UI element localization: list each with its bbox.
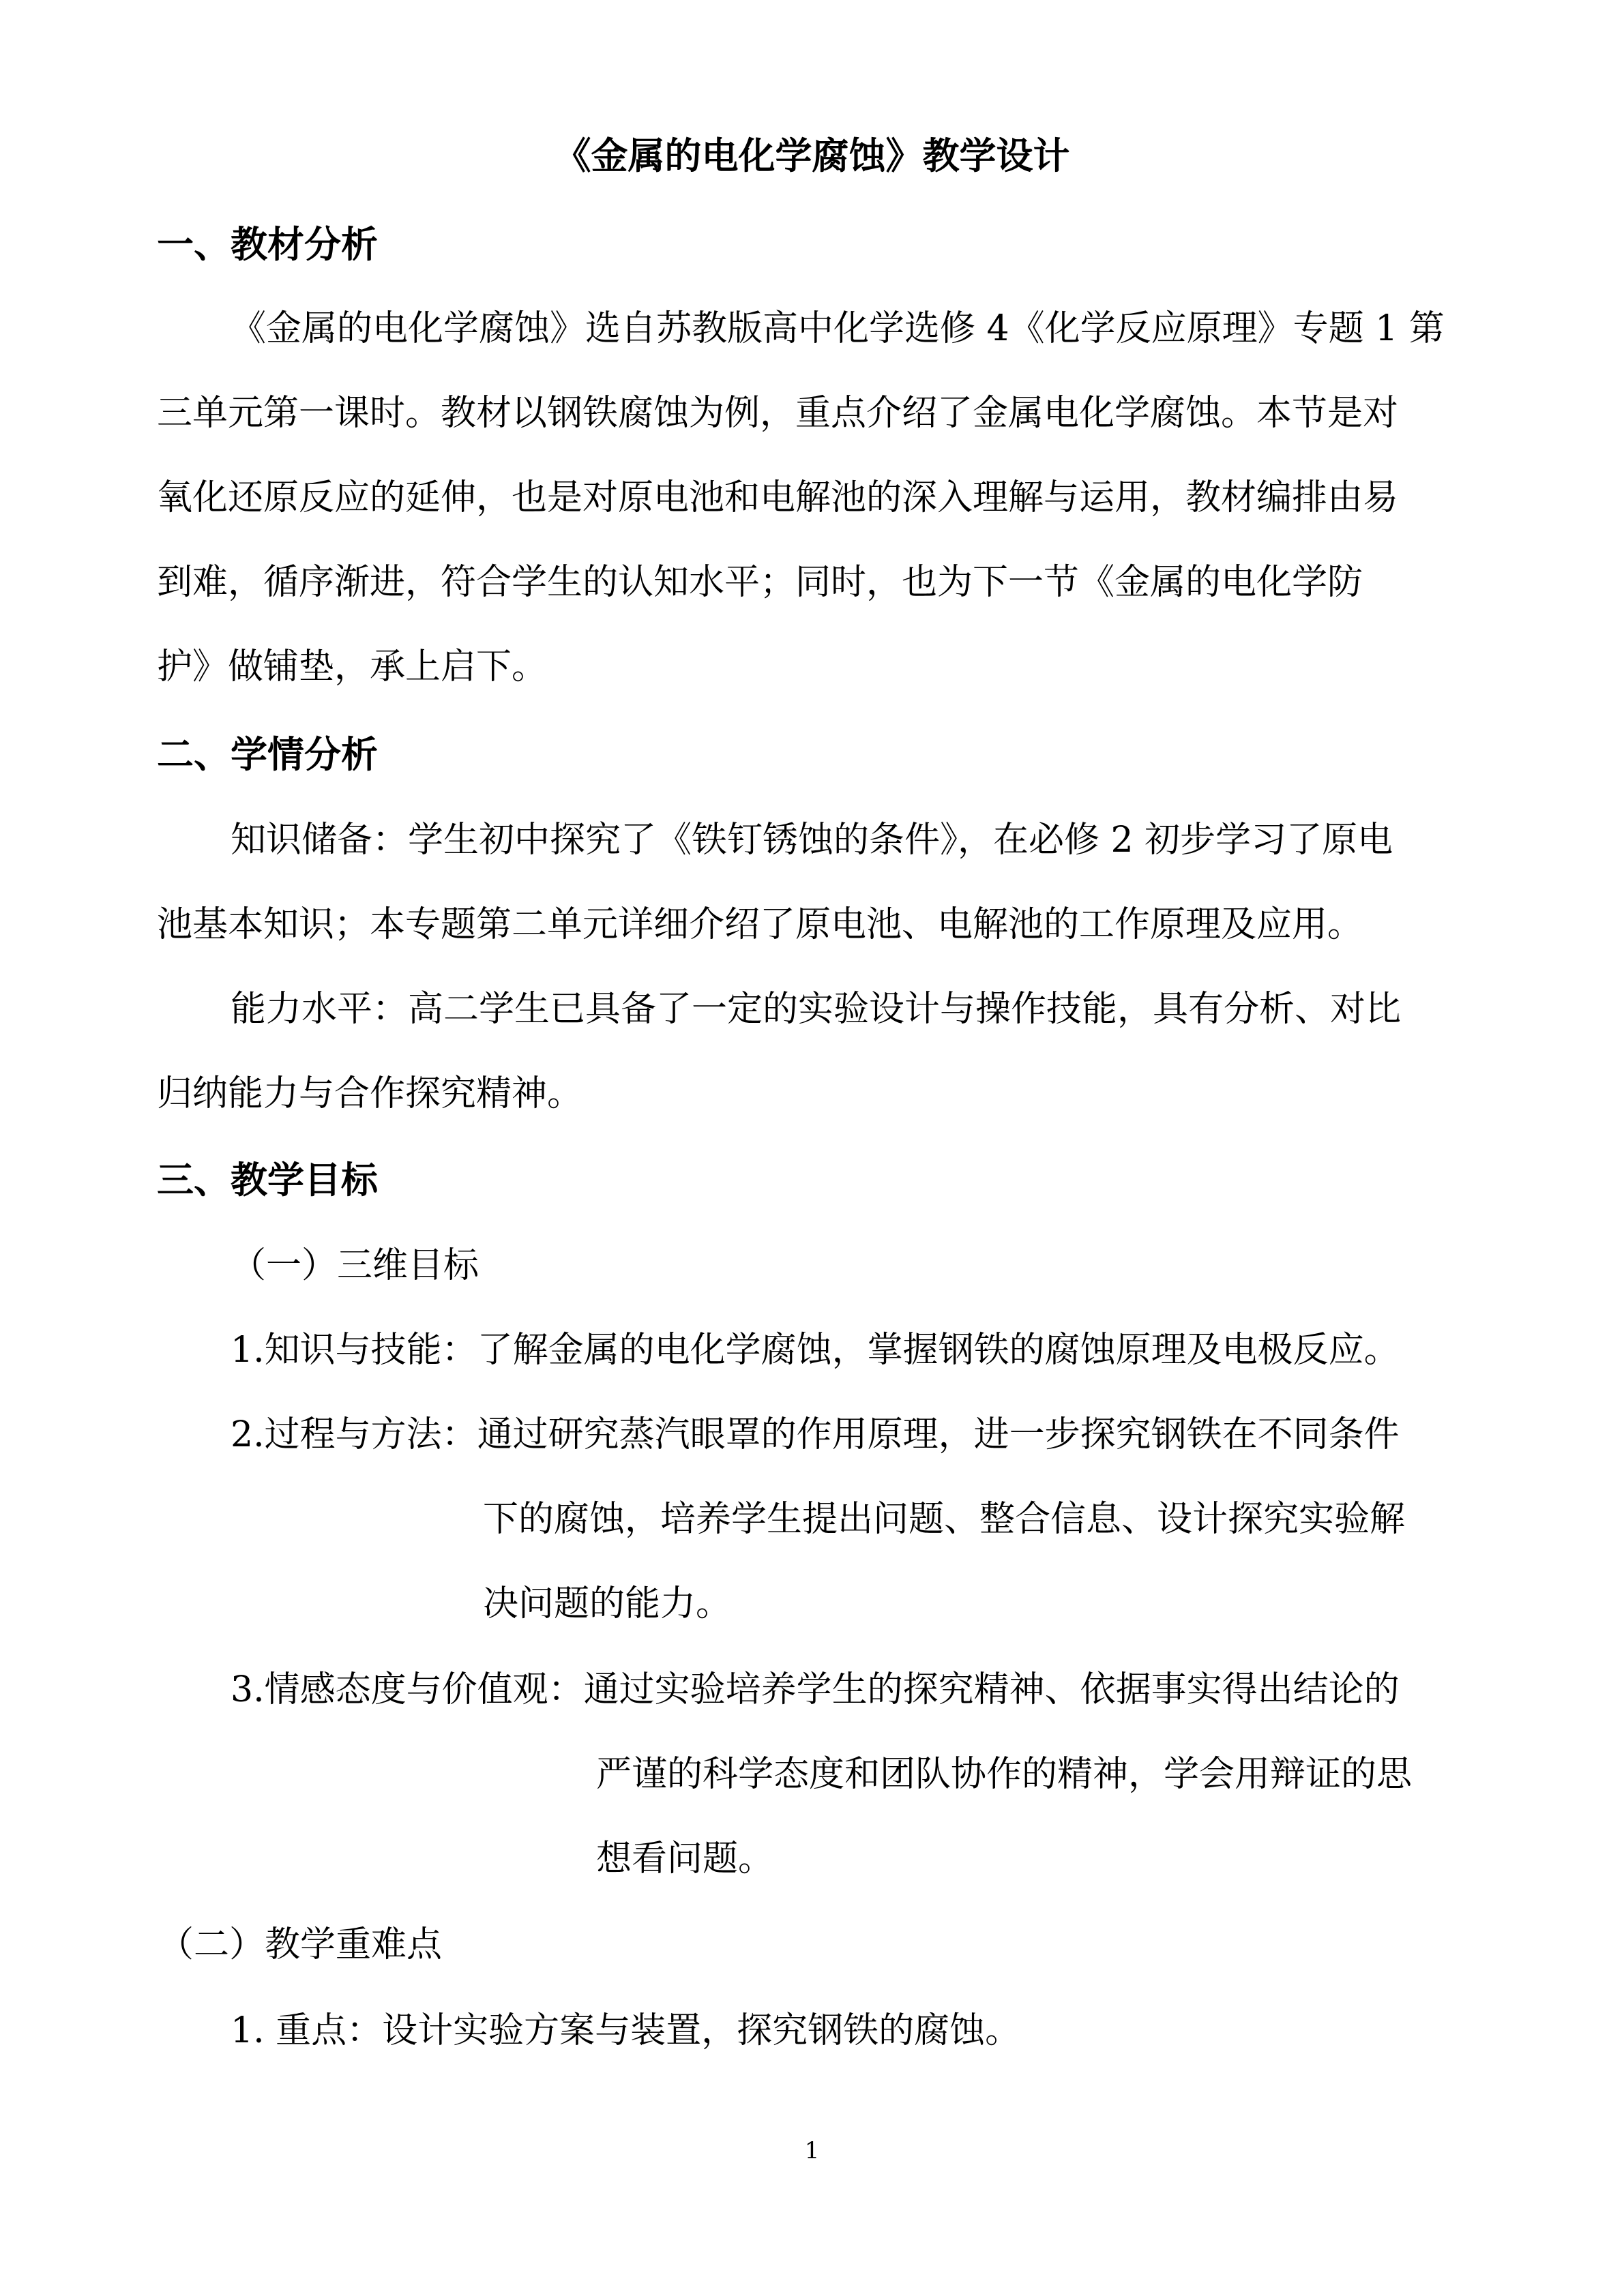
paragraph-line: 池基本知识；本专题第二单元详细介绍了原电池、电解池的工作原理及应用。 [157,904,1363,945]
objective-item-continuation: 下的腐蚀，培养学生提出问题、整合信息、设计探究实验解 [483,1499,1406,1540]
document-title: 《金属的电化学腐蚀》教学设计 [554,134,1070,177]
objective-item: 3.情感态度与价值观：通过实验培养学生的探究精神、依据事实得出结论的 [231,1669,1400,1710]
paragraph-line: 能力水平：高二学生已具备了一定的实验设计与操作技能，具有分析、对比 [231,989,1402,1030]
key-point-item: 1. 重点：设计实验方案与装置，探究钢铁的腐蚀。 [231,2010,1021,2051]
objective-item-continuation: 想看问题。 [596,1838,774,1879]
paragraph-line: 知识储备：学生初中探究了《铁钉锈蚀的条件》，在必修 2 初步学习了原电 [231,820,1393,861]
paragraph-line: 到难，循序渐进，符合学生的认知水平；同时，也为下一节《金属的电化学防 [157,562,1363,603]
page-number: 1 [804,2137,820,2164]
objective-item-continuation: 严谨的科学态度和团队协作的精神，学会用辩证的思 [596,1754,1413,1795]
objective-item-continuation: 决问题的能力。 [483,1583,732,1624]
paragraph-line: 护》做铺垫，承上启下。 [157,646,548,687]
subsection-heading: （一）三维目标 [231,1245,479,1286]
paragraph-line: 归纳能力与合作探究精神。 [157,1073,583,1114]
section-heading-student-analysis: 二、学情分析 [157,732,378,776]
objective-item: 1.知识与技能：了解金属的电化学腐蚀，掌握钢铁的腐蚀原理及电极反应。 [231,1330,1400,1371]
section-heading-textbook-analysis: 一、教材分析 [157,222,378,266]
paragraph-line: 氧化还原反应的延伸，也是对原电池和电解池的深入理解与运用，教材编排由易 [157,477,1399,518]
section-heading-teaching-objectives: 三、教学目标 [157,1158,378,1202]
paragraph-line: 《金属的电化学腐蚀》选自苏教版高中化学选修 4《化学反应原理》专题 1 第 [231,308,1445,349]
subsection-heading: （二）教学重难点 [158,1924,443,1965]
objective-item: 2.过程与方法：通过研究蒸汽眼罩的作用原理，进一步探究钢铁在不同条件 [231,1414,1400,1455]
paragraph-line: 三单元第一课时。教材以钢铁腐蚀为例，重点介绍了金属电化学腐蚀。本节是对 [157,393,1399,434]
